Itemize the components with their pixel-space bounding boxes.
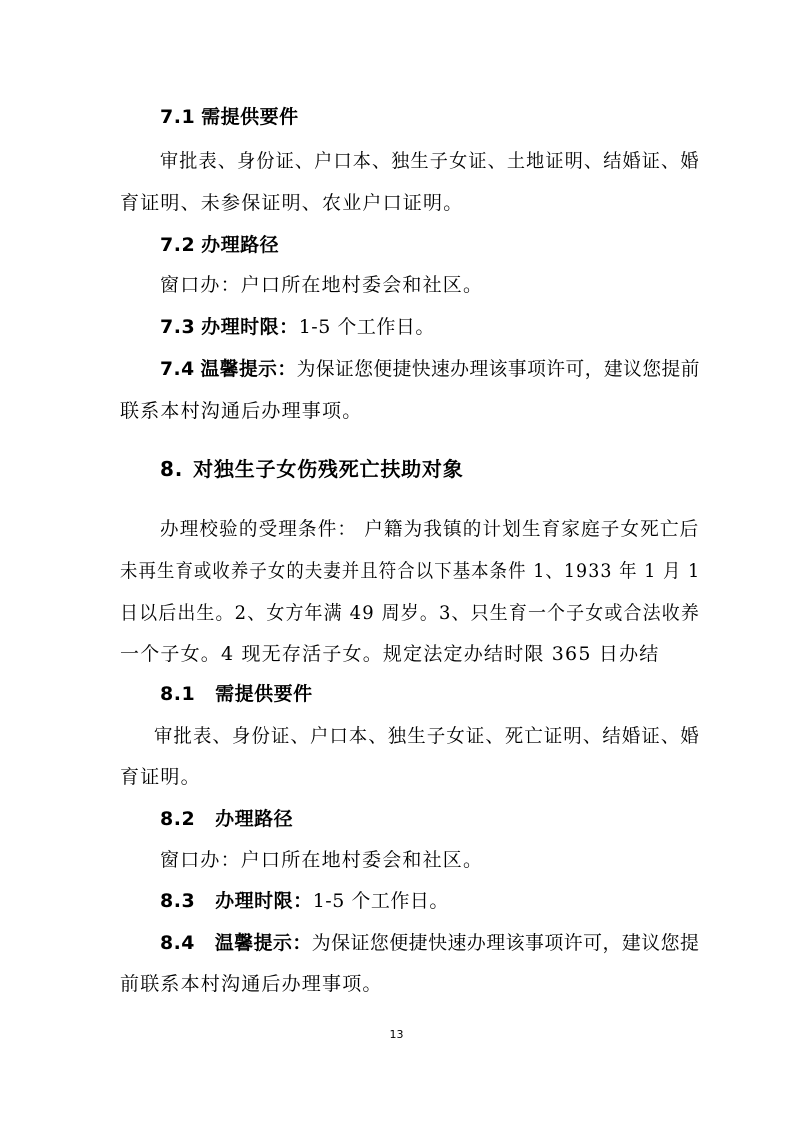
paragraph-line: 育证明、未参保证明、农业户口证明。 (120, 192, 464, 214)
section-title: 对独生子女伤残死亡扶助对象 (193, 457, 464, 481)
heading-number: 8.3 (160, 890, 196, 912)
heading-value: 1-5 个工作日。 (312, 890, 449, 912)
paragraph-line: 一个子女。4 现无存活子女。规定法定办结时限 365 日办结 (120, 643, 660, 665)
paragraph-line: 未再生育或收养子女的夫妻并且符合以下基本条件 1、1933 年 1 月 1 (120, 560, 701, 582)
heading-7-2 (160, 232, 279, 258)
paragraph-line: 办理校验的受理条件： 户籍为我镇的计划生育家庭子女死亡后 (160, 518, 700, 540)
heading-8-2 (160, 806, 293, 832)
heading-title: 办理时限： (215, 890, 313, 912)
heading-number: 7.3 (160, 316, 196, 338)
heading-title: 需提供要件 (201, 106, 299, 128)
paragraph-line: 审批表、身份证、户口本、独生子女证、土地证明、结婚证、婚 (160, 150, 700, 172)
section-8-title (160, 456, 464, 482)
heading-title: 办理路径 (201, 234, 280, 256)
heading-7-3 (160, 314, 435, 340)
section-number: 8. (160, 457, 184, 481)
heading-title: 需提供要件 (215, 683, 313, 705)
heading-8-1 (160, 681, 313, 707)
heading-number: 8.4 (160, 932, 195, 954)
heading-title: 温馨提示： (214, 932, 312, 954)
heading-8-4 (160, 930, 699, 956)
heading-value: 为保证您便捷快速办理该事项许可，建议您提前 (296, 358, 700, 380)
heading-7-1 (160, 104, 299, 130)
paragraph-line: 育证明。 (120, 766, 201, 788)
heading-value: 为保证您便捷快速办理该事项许可，建议您提 (311, 932, 700, 954)
heading-number: 7.1 (160, 106, 196, 128)
paragraph-line: 联系本村沟通后办理事项。 (120, 400, 363, 422)
heading-number: 8.1 (160, 683, 196, 705)
heading-title: 办理路径 (215, 808, 294, 830)
heading-value: 1-5 个工作日。 (298, 316, 435, 338)
heading-number: 7.2 (160, 234, 196, 256)
page-number: 13 (389, 1028, 404, 1041)
paragraph-line: 窗口办：户口所在地村委会和社区。 (160, 274, 484, 296)
paragraph-line: 窗口办：户口所在地村委会和社区。 (160, 849, 484, 871)
heading-7-4 (160, 356, 700, 382)
paragraph-line: 审批表、身份证、户口本、独生子女证、死亡证明、结婚证、婚 (154, 725, 700, 747)
heading-number: 8.2 (160, 808, 196, 830)
heading-number: 7.4 (160, 358, 195, 380)
heading-title: 温馨提示： (200, 358, 297, 380)
paragraph-line: 日以后出生。2、女方年满 49 周岁。3、只生育一个子女或合法收养 (120, 602, 700, 624)
heading-8-3 (160, 888, 449, 914)
heading-title: 办理时限： (201, 316, 299, 338)
paragraph-line: 前联系本村沟通后办理事项。 (120, 973, 383, 995)
